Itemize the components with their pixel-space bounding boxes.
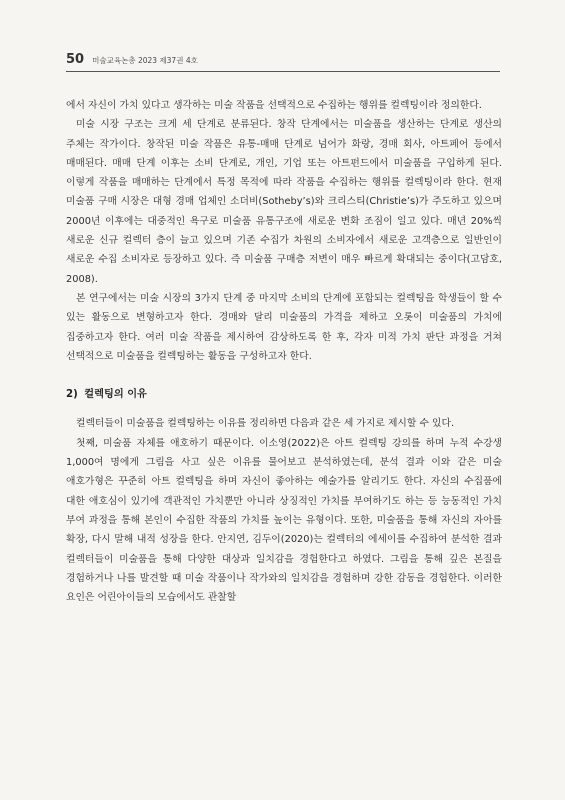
- running-head: [66, 52, 506, 70]
- page-number: 50: [66, 52, 85, 67]
- body-text: [66, 96, 502, 607]
- journal-info: 미술교육논총 2023 제37권 4호: [92, 56, 198, 65]
- paragraph: 첫째, 미술품 자체를 애호하기 때문이다. 이소영(2022)은 아트 컬렉팅 강의를 하며 누적 수강생 1,000여 명에게 그림을 사고 싶은 이유를 물어보고 분석하였는데, 분석 결과 이와 같은 미술 애호가형은 꾸준히 아트 컬렉팅을 하며 자신이 좋아하는 예술가를 알리기도 한다. 자신의 수집품에 대한 애호심이 있기에 객관적인 가치뿐만 아니라 상징적인 가치를 부여하기도 하는 등 능동적인 가치 부여 과정을 통해 본인이 수집한 작품의 가치를 높이는 유형이다. 또한, 미술품을 통해 자신의 자아를 확장, 다시 말해 내적 성장을 한다. 안지연, 김두이(2020)는 컬렉터의 에세이를 수집하여 분석한 결과 컬렉터들이 미술품을 통해 다양한 대상과 일치감을 경험한다고 하였다. 그림을 통해 깊은 본질을 경험하거나 나를 발견할 때 미술 작품이나 작가와의 일치감을 경험하며 강한 감동을 경험한다. 이러한 요인은 어린아이들의 모습에서도 관찰할: [66, 437, 502, 604]
- paragraph: 컬렉터들이 미술품을 컬렉팅하는 이유를 정리하면 다음과 같은 세 가지로 제시할 수 있다.: [76, 418, 455, 430]
- section-title: 컬렉팅의 이유: [84, 389, 147, 401]
- paragraph: 미술 시장 구조는 크게 세 단계로 분류된다. 창작 단계에서는 미술품을 생산하는 단계로 생산의 주체는 작가이다. 창작된 미술 작품은 유통-매매 단계로 넘어가 화랑, 경매 회사, 아트페어 등에서 매매된다. 매매 단계 이후는 소비 단계로, 개인, 기업 또는 아트펀드에서 미술품을 구입하게 된다. 이렇게 작품을 매매하는 단계에서 특정 목적에 따라 작품을 수집하는 행위를 컬렉팅이라 한다. 현재 미술품 구매 시장은 대형 경매 업체인 소더비(Sotheby’s)와 크리스티(Christie’s)가 주도하고 있으며 2000년 이후에는 대중적인 욕구로 미술품 유통구조에 새로운 변화 조짐이 일고 있다. 매년 20%씩 새로운 신규 컬렉터 층이 늘고 있으며 기존 수집가 차원의 소비자에서 새로운 고객층으로 일반인이 새로운 수집 소비자로 등장하고 있다. 즉 미술품 구매층 저변이 매우 빠르게 확대되는 중이다(고담호, 2008).: [66, 119, 502, 285]
- section-heading: [66, 385, 502, 404]
- header-rule: [66, 71, 500, 72]
- paragraph: 에서 자신이 가치 있다고 생각하는 미술 작품을 선택적으로 수집하는 행위를 컬렉팅이라 정의한다.: [66, 100, 482, 111]
- paragraph: 본 연구에서는 미술 시장의 3가지 단계 중 마지막 소비의 단계에 포함되는 컬렉팅을 학생들이 할 수 있는 활동으로 변형하고자 한다. 경매와 달리 미술품의 가격을 제하고 오롯이 미술품의 가치에 집중하고자 한다. 여러 미술 작품을 제시하여 감상하도록 한 후, 각자 미적 가치 판단 과정을 거쳐 선택적으로 미술품을 컬렉팅하는 활동을 구성하고자 한다.: [66, 292, 502, 362]
- section-number: 2): [66, 389, 78, 401]
